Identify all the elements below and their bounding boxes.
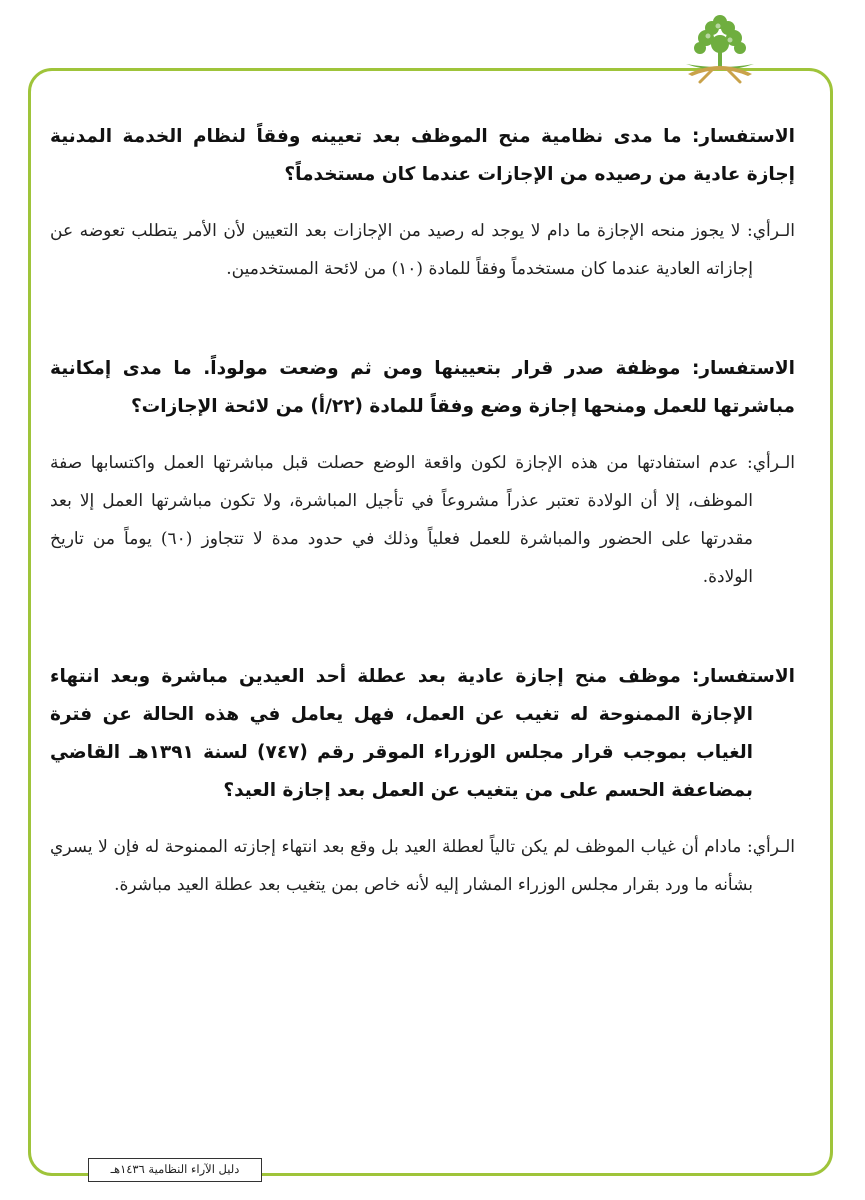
ministry-logo-icon — [670, 4, 770, 104]
answer-label: الـرأي: — [746, 453, 795, 473]
qa-block-3 — [50, 658, 795, 904]
question-2 — [50, 350, 795, 426]
question-text: موظفة صدر قرار بتعيينها ومن ثم وضعت مولوداً. ما مدى إمكانية مباشرتها للعمل ومنحها إجازة وضع وفقاً للمادة (٢٢/أ) من لائحة الإجازات؟ — [50, 358, 795, 417]
content — [50, 118, 795, 944]
question-3 — [50, 658, 795, 810]
question-text: موظف منح إجازة عادية بعد عطلة أحد العيدين مباشرة وبعد انتهاء الإجازة الممنوحة له تغيب عن العمل، فهل يعامل في هذه الحالة عن فترة الغياب بموجب قرار مجلس الوزراء الموقر رقم (٧٤٧) لسنة ١٣٩١هـ القاضي بمضاعفة الحسم على من يتغيب عن العمل بعد إجازة العيد؟ — [50, 666, 754, 801]
answer-1 — [50, 212, 795, 288]
answer-text: لا يجوز منحه الإجازة ما دام لا يوجد له رصيد من الإجازات بعد التعيين لأن الأمر يتطلب تعوضه عن إجازاته العادية عندما كان مستخدماً وفقاً للمادة (١٠) من لائحة المستخدمين. — [50, 221, 753, 279]
answer-3 — [50, 828, 795, 904]
answer-label: الـرأي: — [746, 221, 796, 241]
question-text: ما مدى نظامية منح الموظف بعد تعيينه وفقاً لنظام الخدمة المدنية إجازة عادية من رصيده من الإجازات عندما كان مستخدماً؟ — [50, 126, 795, 185]
footer-label: دليل الآراء النظامية ١٤٣٦هـ — [88, 1158, 262, 1182]
question-1 — [50, 118, 795, 194]
qa-block-1 — [50, 118, 795, 288]
question-label: الاستفسار: — [691, 126, 795, 147]
answer-text: مادام أن غياب الموظف لم يكن تالياً لعطلة العيد بل وقع بعد انتهاء إجازته الممنوحة له فإن لا يسري بشأنه ما ورد بقرار مجلس الوزراء المشار إليه لأنه خاص بمن يتغيب بعد عطلة العيد مباشرة. — [50, 837, 753, 895]
answer-text: عدم استفادتها من هذه الإجازة لكون واقعة الوضع حصلت قبل مباشرتها العمل واكتسابها صفة الموظف، إلا أن الولادة تعتبر عذراً مشروعاً في تأجيل المباشرة، ولا تكون مباشرتها العمل إلا بعد مقدرتها على الحضور والمباشرة للعمل فعلياً وذلك في حدود مدة لا تتجاوز (٦٠) يوماً من تاريخ الولادة. — [50, 453, 754, 587]
question-label: الاستفسار: — [692, 358, 795, 379]
qa-block-2 — [50, 350, 795, 596]
answer-2 — [50, 444, 795, 596]
answer-label: الـرأي: — [746, 837, 795, 857]
question-label: الاستفسار: — [691, 666, 795, 687]
